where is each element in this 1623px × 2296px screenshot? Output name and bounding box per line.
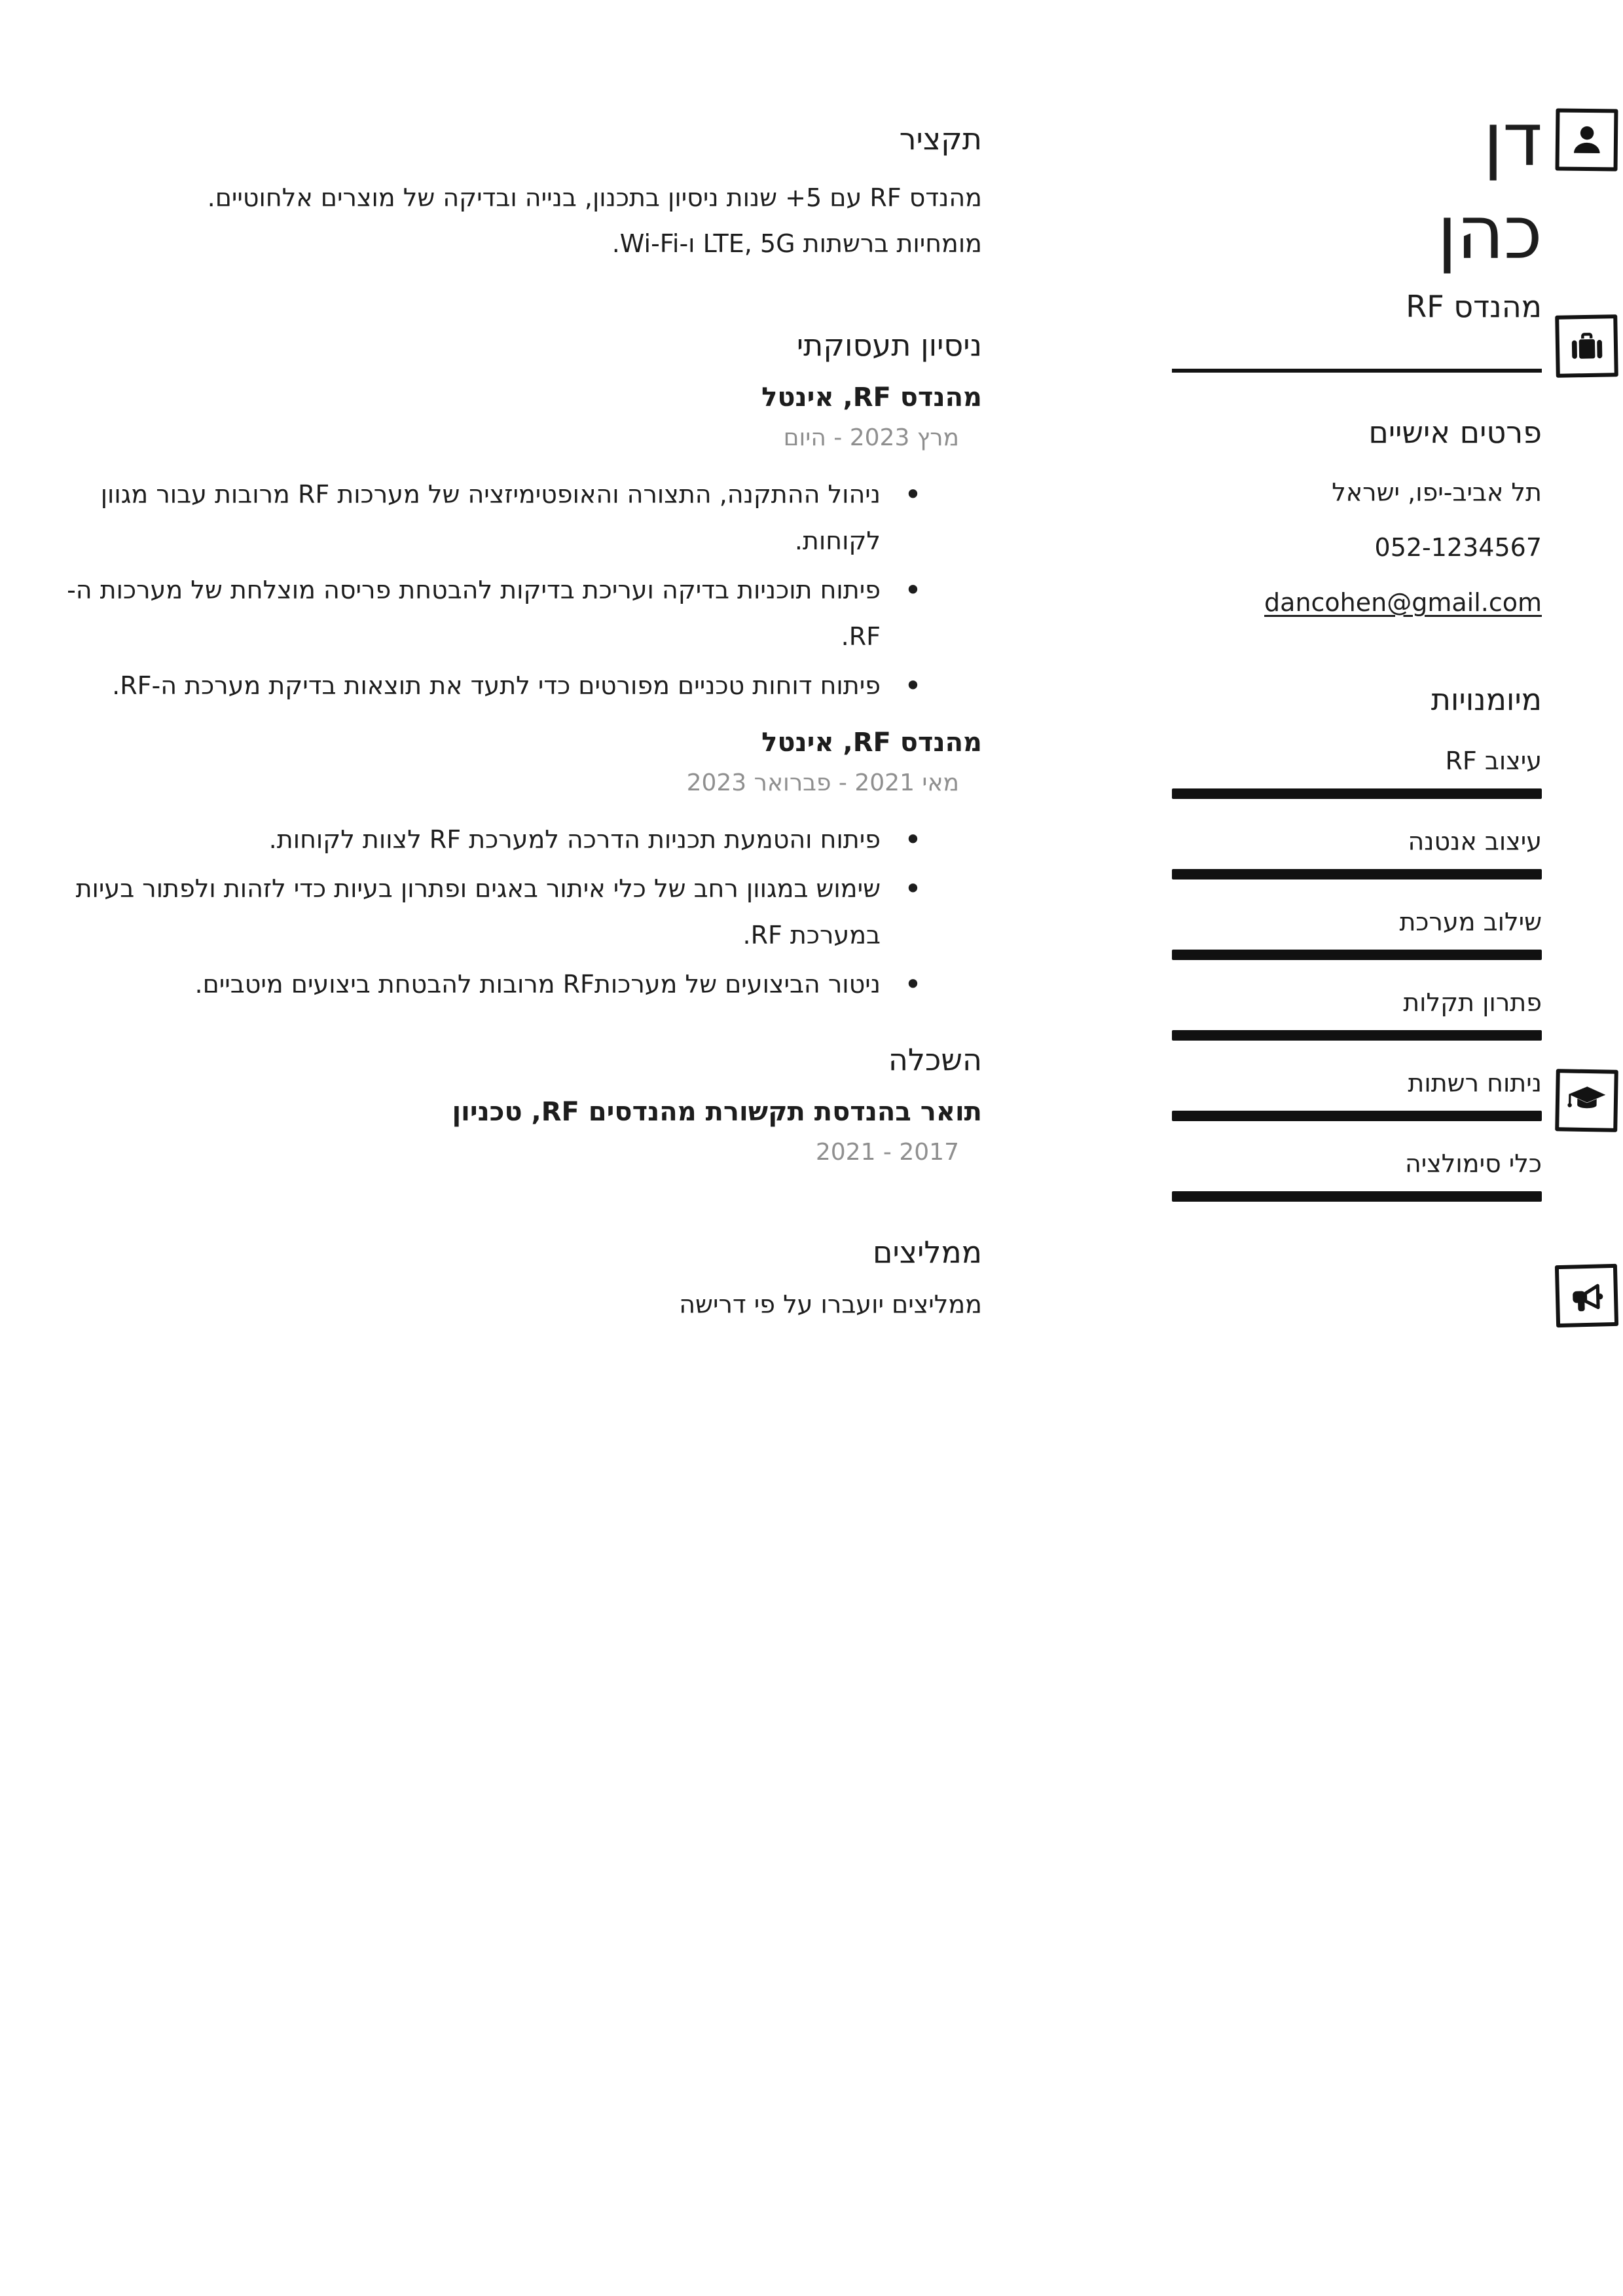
contact-location: תל אביב-יפו, ישראל xyxy=(1332,478,1542,507)
megaphone-icon xyxy=(1555,1264,1618,1327)
skill-item xyxy=(1172,1149,1542,1202)
skill-item xyxy=(1172,988,1542,1041)
skill-bar xyxy=(1172,1030,1542,1041)
skill-label: עיצוב אנטנה xyxy=(1408,827,1542,856)
job-entry xyxy=(65,381,982,709)
main-column xyxy=(65,0,982,1320)
education-heading: השכלה xyxy=(888,1042,982,1077)
sidebar xyxy=(1172,94,1542,1202)
job-title: מהנדס RF, אינטל xyxy=(761,382,982,413)
skill-item xyxy=(1172,907,1542,960)
briefcase-icon xyxy=(1555,314,1618,378)
skill-label: פתרון תקלות xyxy=(1403,988,1542,1017)
skill-bar xyxy=(1172,788,1542,799)
skill-item xyxy=(1172,746,1542,799)
summary-line: מומחיות ברשתות LTE, 5G ו-Wi-Fi. xyxy=(611,229,982,258)
job-title: מהנדס RF, אינטל xyxy=(761,728,982,758)
job-dates: מרץ 2023 - היום xyxy=(783,424,959,451)
skill-label: כלי סימולציה xyxy=(1404,1149,1542,1178)
job-bullet: • פיתוח דוחות טכניים מפורטים כדי לתעד את תוצאות בדיקת מערכת ה-RF. xyxy=(65,663,982,709)
job-bullet: • פיתוח והטמעת תכניות הדרכה למערכת RF לצוות לקוחות. xyxy=(65,817,982,863)
degree-title: תואר בהנדסת תקשורת מהנדסים RF, טכניון xyxy=(452,1097,982,1127)
summary-line: מהנדס RF עם 5+ שנות ניסיון בתכנון, בנייה ובדיקה של מוצרים אלחוטיים. xyxy=(207,183,982,212)
skill-label: ניתוח רשתות xyxy=(1408,1069,1542,1098)
skill-bar xyxy=(1172,1111,1542,1121)
graduation-cap-icon xyxy=(1555,1069,1618,1132)
first-name: דן xyxy=(1483,98,1542,183)
last-name: כהן xyxy=(1437,191,1542,276)
summary-text xyxy=(65,175,982,267)
contact-email-link[interactable]: dancohen@gmail.com xyxy=(1264,588,1542,617)
skills-heading: מיומנויות xyxy=(1431,682,1542,717)
contact-phone: 052-1234567 xyxy=(1374,533,1542,562)
job-bullet-list xyxy=(65,817,982,1008)
skill-bar xyxy=(1172,1191,1542,1202)
references-heading: ממליצים xyxy=(872,1234,982,1270)
skill-bar xyxy=(1172,869,1542,880)
person-icon xyxy=(1556,109,1618,172)
job-bullet: • פיתוח תוכניות בדיקה ועריכת בדיקות להבטחת פריסה מוצלחת של מערכות ה-RF. xyxy=(65,567,982,660)
job-dates: מאי 2021 - פברואר 2023 xyxy=(686,769,959,796)
education-dates: 2017 - 2021 xyxy=(815,1139,959,1166)
skill-bar xyxy=(1172,950,1542,960)
summary-heading: תקציר xyxy=(899,121,982,157)
job-bullet: • שימוש במגוון רחב של כלי איתור באגים ופתרון בעיות כדי לזהות ולפתור בעיות במערכת RF. xyxy=(65,866,982,959)
skill-label: עיצוב RF xyxy=(1445,747,1542,775)
experience-heading: ניסיון תעסוקתי xyxy=(796,327,982,363)
skill-label: שילוב מערכת xyxy=(1399,908,1542,936)
header-divider xyxy=(1172,369,1542,373)
references-text: ממליצים יועברו על פי דרישה xyxy=(679,1290,982,1319)
skill-item xyxy=(1172,1068,1542,1121)
contact-heading: פרטים אישיים xyxy=(1368,415,1542,450)
job-bullet: • ניהול ההתקנה, התצורה והאופטימיזציה של מערכות RF מרובות עבור מגוון לקוחות. xyxy=(65,472,982,565)
job-title-subtitle: מהנדס RF xyxy=(1406,289,1542,324)
job-bullet-list xyxy=(65,472,982,709)
skill-item xyxy=(1172,826,1542,880)
job-entry xyxy=(65,726,982,1008)
education-entry xyxy=(65,1096,982,1168)
job-bullet: • ניטור הביצועים של מערכותRF מרובות להבטחת ביצועים מיטביים. xyxy=(65,961,982,1008)
